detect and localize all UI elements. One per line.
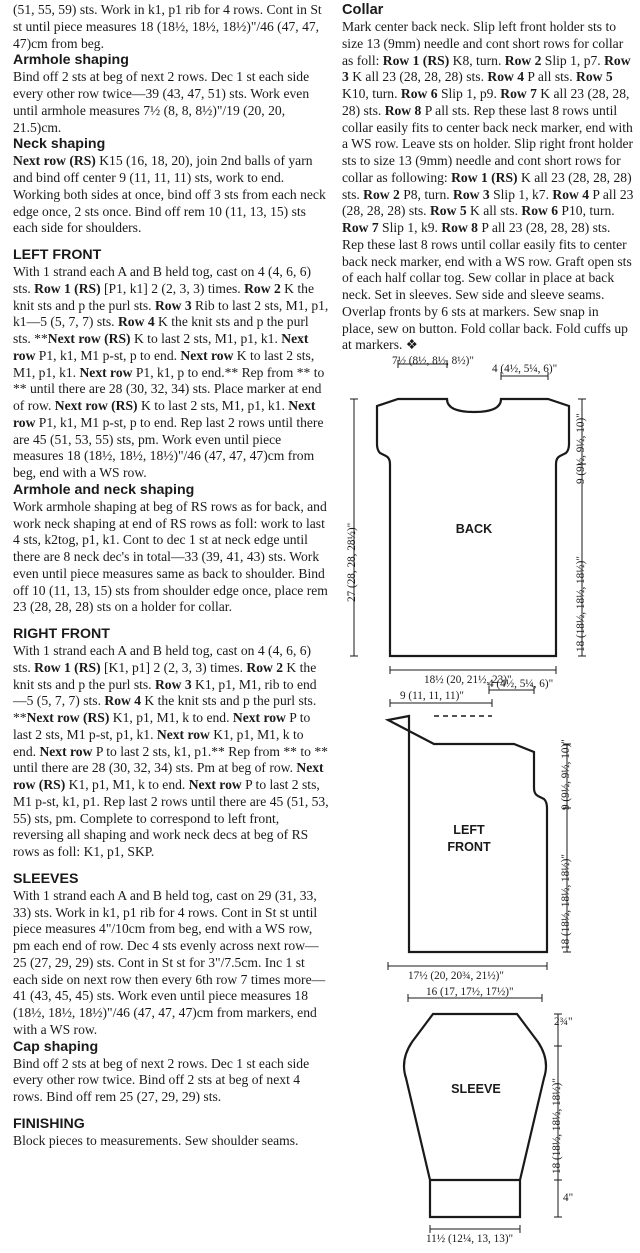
back-armhole-depth-label: 9 (9½, 9½, 10)" <box>575 413 587 484</box>
back-piece-label: BACK <box>455 522 493 536</box>
sleeve-length-label: 18 (18½, 18½, 18½)" <box>551 1078 563 1174</box>
armhole-shaping-heading: Armhole shaping <box>13 52 129 69</box>
front-neck-width-label: 9 (11, 11, 11)" <box>400 690 464 702</box>
back-shoulder-width-label: 4 (4½, 5¼, 6)" <box>492 363 558 375</box>
cap-shaping-text: Bind off 2 sts at beg of next 2 rows. Dec 1 st each side every other row twice. Bind off 2 sts at beg of next 4 rows. Bind off rem 25 (27, 29, 29) sts. <box>13 1055 310 1104</box>
collar-heading: Collar <box>342 2 384 18</box>
finishing-heading: FINISHING <box>13 1115 85 1132</box>
collar-text: Mark center back neck. Slip left front holder sts to size 13 (9mm) needle and cont short rows for collar as foll: Row 1 (RS) K8, turn. Row 2 Slip 1, p7. Row 3 K all 23 (28, 28, 28) sts. Row 4 P all sts. Row 5 K10, turn. Row 6 Slip 1, p9. Row 7 K all 23 (28, 28, 28) sts. Row 8 P all sts. Rep these last 8 rows until collar easily fits to center back neck marker, end with a WS row. Leave sts on holder. Slip right front holder sts to size 13 (9mm) needle and cont short rows for collar as following: Row 1 (RS) K all 23 (28, 28, 28) sts. Row 2 P8, turn. Row 3 Slip 1, k7. Row 4 P all 23 (28, 28, 28) sts. Row 5 K all sts. Row 6 P10, turn. Row 7 Slip 1, k9. Row 8 P all 23 (28, 28, 28) sts. Rep these last 8 rows until collar easily fits to center back neck marker, end with a WS row. Graft open sts of each half collar tog. Sew collar in place at back neck. Set in sleeves. Sew side and sleeve seams. Overlap fronts by 6 sts at markers. Sew snap in place, sew on button. Fold collar back. Fold cuffs up at markers. ❖ <box>342 19 634 353</box>
sleeve-top-width-label: 16 (17, 17½, 17½)" <box>426 986 514 998</box>
neck-shaping-text: Next row (RS) K15 (16, 18, 20), join 2nd balls of yarn and bind off center 9 (11, 11, 11) sts, work to end. Working both sides at once, bind off 3 sts from each neck edge once, 2 sts once. Bind off rem 10 (11, 13, 15) sts each side for shoulders. <box>13 153 326 236</box>
back-neck-width-label: 7½ (8½, 8½, 8½)" <box>392 355 474 367</box>
sleeve-cap-depth-label: 2¾" <box>554 1016 573 1028</box>
left-front-label-line1: LEFT <box>453 823 485 837</box>
left-front-piece-label <box>424 822 514 856</box>
front-armhole-depth-label: 9 (9½, 9½, 10)" <box>560 739 572 810</box>
armhole-shaping-text: Bind off 2 sts at beg of next 2 rows. Dec 1 st each side every other row twice—39 (43, 47, 51) sts. Work even until armhole measures 7½ (8, 8, 8½)"/19 (20, 20, 21.5)cm. <box>13 69 310 135</box>
sleeve-piece-label: SLEEVE <box>451 1082 501 1096</box>
schematic-diagrams <box>342 352 640 1252</box>
right-front-heading: RIGHT FRONT <box>13 626 110 642</box>
finishing-text: Block pieces to measurements. Sew shoulder seams. <box>13 1132 299 1148</box>
front-width-label: 17½ (20, 20¾, 21½)" <box>408 970 504 982</box>
front-side-length-label: 18 (18½, 18½, 18½)" <box>560 854 572 950</box>
neck-shaping-heading: Neck shaping <box>13 136 106 153</box>
schematic-lines <box>342 352 640 1252</box>
sleeve-bottom-width-label: 11½ (12¼, 13, 13)" <box>426 1233 514 1245</box>
back-width-label: 18½ (20, 21½, 23)" <box>424 674 512 686</box>
sleeves-heading: SLEEVES <box>13 870 79 887</box>
left-front-heading: LEFT FRONT <box>13 247 102 263</box>
back-continued-text: (51, 55, 59) sts. Work in k1, p1 rib for 4 rows. Cont in St st until piece measures 18 (18½, 18½, 18½)"/46 (47, 47, 47)cm from beg. <box>13 2 322 51</box>
front-shoulder-width-label: 4 (4½, 5¼, 6)" <box>488 678 554 690</box>
sleeve-cuff-depth-label: 4" <box>563 1192 574 1204</box>
left-front-text: With 1 strand each A and B held tog, cast on 4 (4, 6, 6) sts. Row 1 (RS) [P1, k1] 2 (2, 3, 3) times. Row 2 K the knit sts and p the purl sts. Row 3 Rib to last 2 sts, M1, p1, k1—5 (5, 7, 7) sts. Row 4 K the knit sts and p the purl sts. **Next row (RS) K to last 2 sts, M1, p1, k1. Next row P1, k1, M1 p-st, p to end. Next row K to last 2 sts, M1, p1, k1. Next row P1, k1, p to end.** Rep from ** to ** until there are 28 (30, 32, 34) sts. Place marker at end of row. Next row (RS) K to last 2 sts, M1, p1, k1. Next row P1, k1, M1 p-st, p to end. Rep last 2 rows until there are 45 (51, 53, 55) sts, pm. Work even until piece measures 18 (18½, 18½, 18½)"/46 (47, 47, 47)cm from beg, end with a WS row. <box>13 264 329 480</box>
cap-shaping-heading: Cap shaping <box>13 1038 99 1055</box>
back-side-length-label: 18 (18½, 18½, 18½)" <box>575 556 587 652</box>
end-ornament-icon: ❖ <box>405 337 418 353</box>
right-column <box>342 2 634 354</box>
sleeves-text: With 1 strand each A and B held tog, cast on 29 (31, 33, 33) sts. Work in k1, p1 rib for 4 rows. Cont in St st until piece measures 4"/10cm from beg, end with a WS row, pm each end of row. Dec 4 sts evenly across next row—25 (27, 29, 29) sts. Cont in St st for 3"/7.5cm. Inc 1 st each side on next row then every 6th row 7 times more—41 (43, 45, 45) sts. Work even until piece measures 18 (18½, 18½, 18½)"/46 (47, 47, 47)cm from markers, end with a WS row. <box>13 887 326 1037</box>
left-front-label-line2: FRONT <box>447 840 491 854</box>
armhole-neck-shaping-text: Work armhole shaping at beg of RS rows as for back, and work neck shaping at end of RS rows as foll: work to last 4 sts, k2tog, p1, k1. Cont to dec 1 st at neck edge until there are 8 neck dec's in total—33 (39, 41, 43) sts. Work even until piece measures same as back to shoulder. Bind off 10 (11, 13, 15) sts from shoulder edge once, place rem 23 (28, 28, 28) sts on a holder for collar. <box>13 498 328 615</box>
left-column <box>13 2 329 1150</box>
right-front-text: With 1 strand each A and B held tog, cast on 4 (4, 6, 6) sts. Row 1 (RS) [K1, p1] 2 (2, 3, 3) times. Row 2 K the knit sts and p the purl sts. Row 3 K1, p1, M1, rib to end—5 (5, 7, 7) sts. Row 4 K the knit sts and p the purl sts. **Next row (RS) K1, p1, M1, k to end. Next row P to last 2 sts, M1 p-st, p1, k1. Next row K1, p1, M1, k to end. Next row P to last 2 sts, k1, p1.** Rep from ** to ** until there are 28 (30, 32, 34) sts. Pm at beg of row. Next row (RS) K1, p1, M1, k to end. Next row P to last 2 sts, M1 p-st, k1, p1. Rep last 2 rows until there are 45 (51, 53, 55) sts, pm. Complete to correspond to left front, reversing all shaping and work neck decs at beg of RS rows as foll: K1, p1, SKP. <box>13 643 329 859</box>
sleeve-outline <box>404 1014 546 1217</box>
back-length-label: 27 (28, 28, 28½)" <box>346 522 358 602</box>
armhole-neck-shaping-heading: Armhole and neck shaping <box>13 481 195 498</box>
